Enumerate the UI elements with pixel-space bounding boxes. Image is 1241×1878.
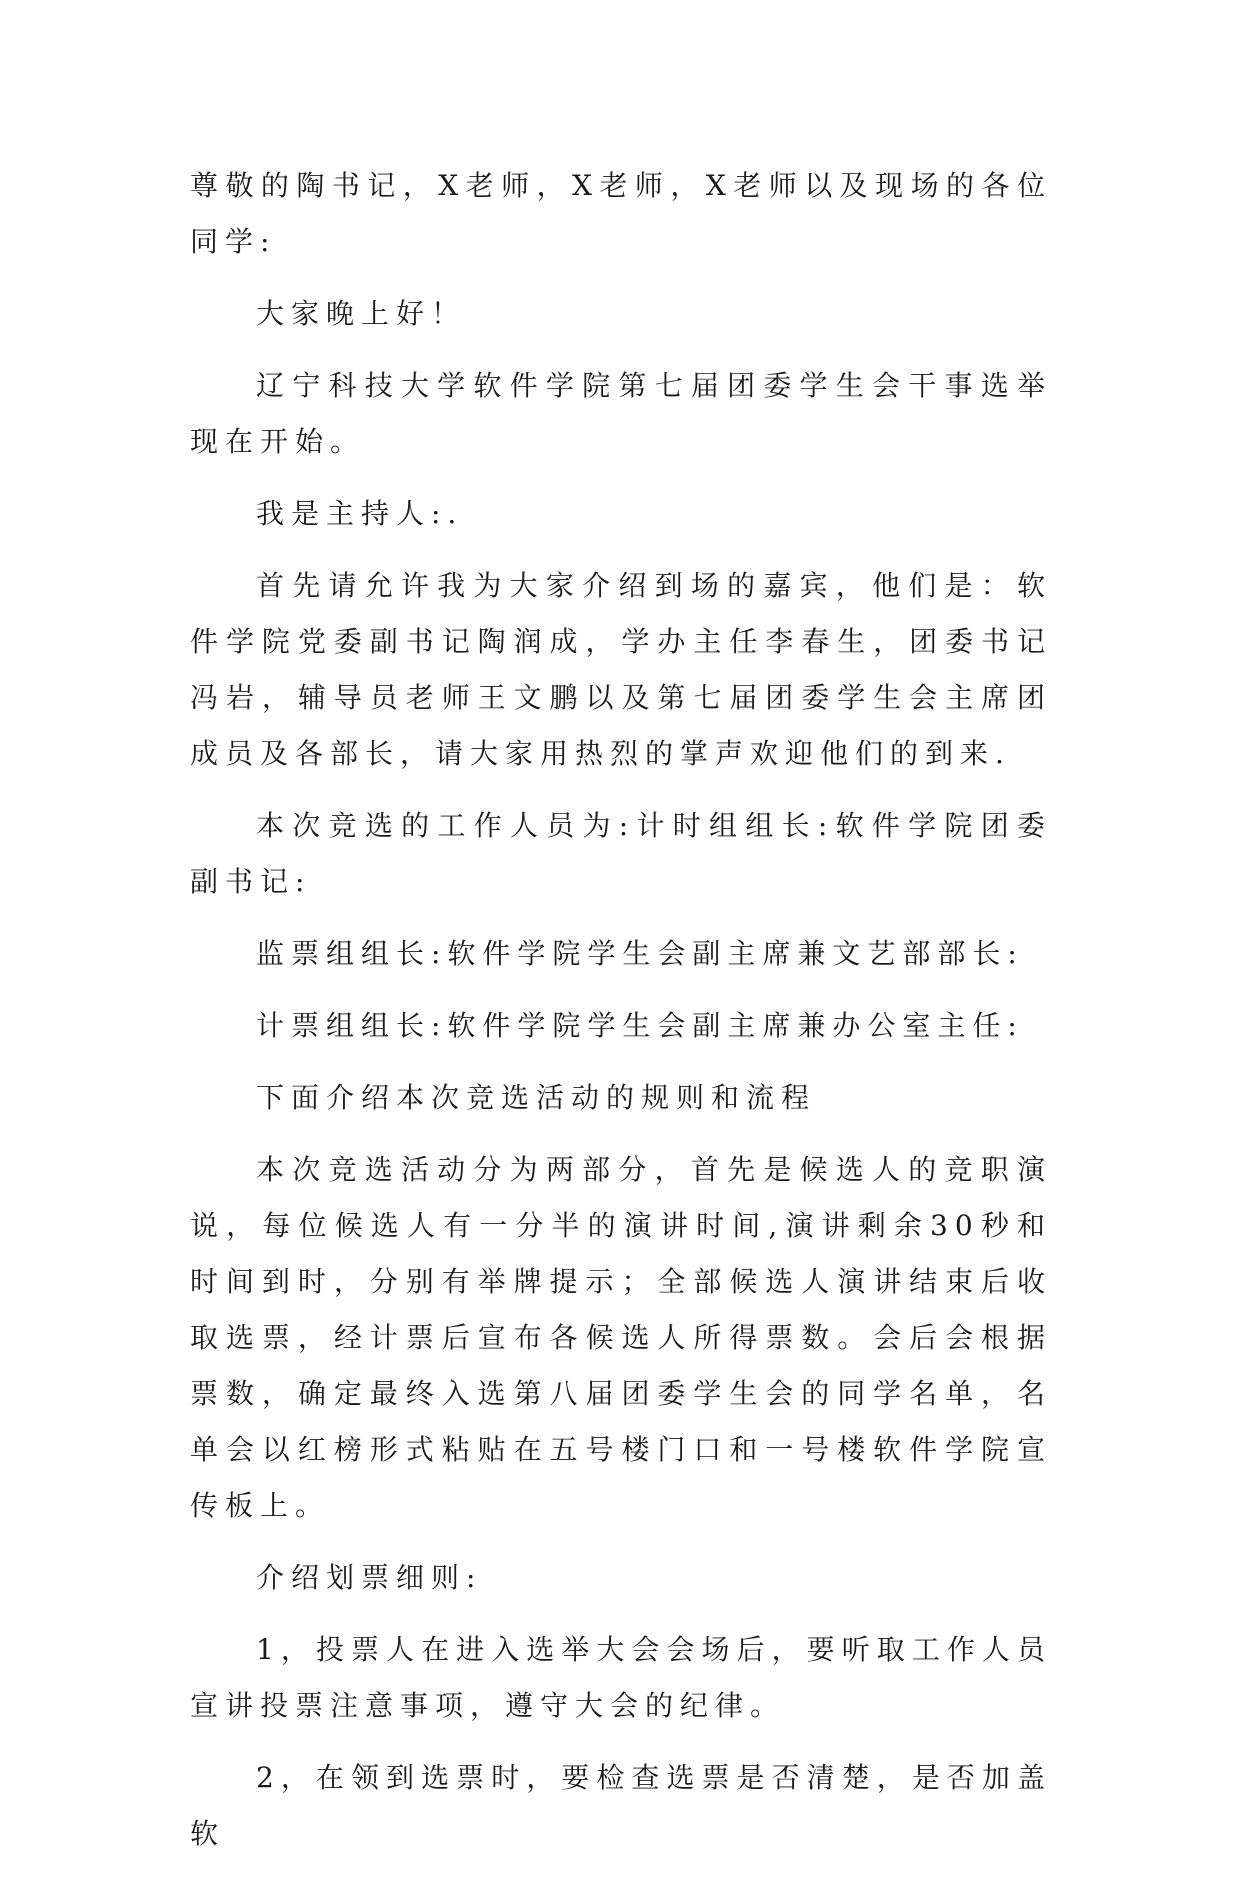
salutation-paragraph: 大家晚上好！: [256, 297, 467, 330]
ballot-rules-heading: 介绍划票细则:: [256, 1561, 483, 1594]
rules-intro-paragraph: 下面介绍本次竞选活动的规则和流程: [256, 1081, 817, 1114]
document-body: [190, 158, 1052, 1878]
rule-2-paragraph: 2，在领到选票时，要检查选票是否清楚，是否加盖软: [190, 1761, 1052, 1850]
guests-paragraph: 首先请允许我为大家介绍到场的嘉宾，他们是：软件学院党委副书记陶润成，学办主任李春生，团委书记冯岩，辅导员老师王文鹏以及第七届团委学生会主席团成员及各部长，请大家用热烈的掌声欢迎他们的到来.: [190, 569, 1052, 770]
process-paragraph: 本次竞选活动分为两部分，首先是候选人的竞职演说，每位候选人有一分半的演讲时间,演讲剩余30秒和时间到时，分别有举牌提示；全部候选人演讲结束后收取选票，经计票后宣布各候选人所得票数。会后会根据票数，确定最终入选第八届团委学生会的同学名单，名单会以红榜形式粘贴在五号楼门口和一号楼软件学院宣传板上。: [190, 1153, 1052, 1522]
greeting-paragraph: 尊敬的陶书记，X老师，X老师，X老师以及现场的各位同学:: [190, 169, 1052, 258]
opening-paragraph: 辽宁科技大学软件学院第七届团委学生会干事选举现在开始。: [190, 369, 1052, 458]
vote-counter-paragraph: 计票组组长:软件学院学生会副主席兼办公室主任:: [256, 1009, 1024, 1042]
host-paragraph: 我是主持人:.: [256, 497, 464, 530]
staff-paragraph: 本次竞选的工作人员为:计时组组长:软件学院团委副书记:: [190, 809, 1052, 898]
rule-1-paragraph: 1，投票人在进入选举大会会场后，要听取工作人员宣讲投票注意事项，遵守大会的纪律。: [190, 1633, 1052, 1722]
vote-monitor-paragraph: 监票组组长:软件学院学生会副主席兼文艺部部长:: [256, 937, 1024, 970]
